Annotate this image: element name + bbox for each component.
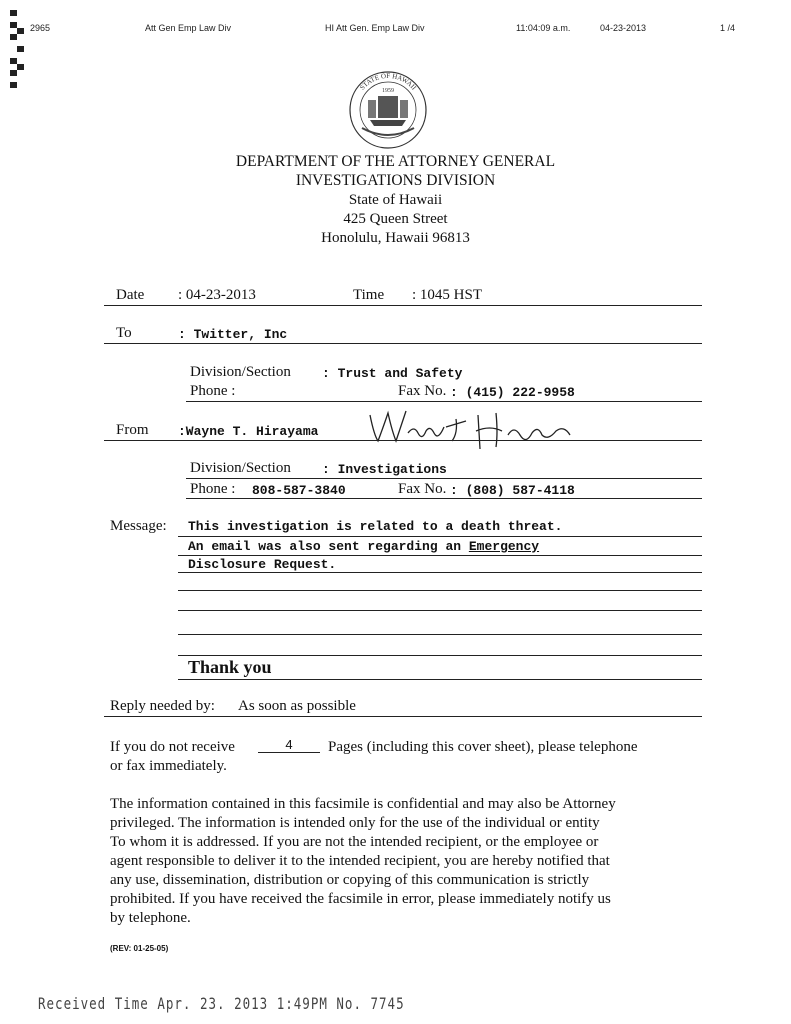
from-value: :Wayne T. Hirayama	[178, 424, 319, 439]
fax-header-dept: HI Att Gen. Emp Law Div	[325, 23, 425, 33]
to-division-value: : Trust and Safety	[322, 366, 463, 381]
to-label: To	[116, 325, 132, 341]
time-label: Time	[353, 287, 385, 303]
from-division-value: : Investigations	[322, 462, 447, 477]
message-blank-line-4	[178, 655, 702, 656]
to-phone-label: Phone :	[190, 383, 236, 399]
from-underline	[104, 440, 702, 441]
pages-notice-after: Pages (including this cover sheet), please telephone	[328, 739, 638, 755]
thank-you-underline	[178, 679, 702, 680]
letterhead-street: 425 Queen Street	[343, 211, 448, 227]
confidentiality-line-4: agent responsible to deliver it to the intended recipient, you are hereby notified that	[110, 853, 610, 869]
pages-count: 4	[285, 737, 293, 752]
confidentiality-line-5: any use, dissemination, distribution or copying of this communication is strictly	[110, 872, 590, 888]
letterhead-city: Honolulu, Hawaii 96813	[321, 230, 470, 246]
letterhead-division: INVESTIGATIONS DIVISION	[295, 172, 496, 189]
from-fax-value: : (808) 587-4118	[450, 483, 575, 498]
thank-you: Thank you	[188, 657, 272, 677]
fax-header-id: 2965	[30, 23, 51, 33]
seal-year: 1959	[382, 88, 394, 94]
to-fax-value: : (415) 222-9958	[450, 385, 575, 400]
message-line-3: Disclosure Request.	[188, 557, 337, 572]
to-fax-label: Fax No.	[398, 383, 447, 399]
confidentiality-line-6: prohibited. If you have received the facsimile in error, please immediately notify us	[110, 891, 611, 907]
fax-header-date: 04-23-2013	[600, 23, 647, 33]
date-label: Date	[116, 287, 145, 303]
date-underline	[104, 305, 702, 306]
message-blank-line-3	[178, 634, 702, 635]
confidentiality-line-3: To whom it is addressed. If you are not the intended recipient, or the employee or	[110, 834, 599, 850]
from-phone-label: Phone :	[190, 481, 236, 497]
message-underline-2	[178, 555, 702, 556]
fax-control-marks	[10, 10, 24, 88]
from-label: From	[116, 422, 149, 438]
signature-image	[366, 405, 596, 453]
fax-header-page: 1 /4	[720, 23, 736, 33]
letterhead-department: DEPARTMENT OF THE ATTORNEY GENERAL	[235, 153, 556, 170]
state-seal-icon	[340, 70, 436, 150]
from-fax-underline	[186, 498, 702, 499]
reply-value: As soon as possible	[238, 698, 356, 714]
message-line-2: An email was also sent regarding an Emergency	[188, 539, 540, 554]
seal-text: STATE OF HAWAII	[358, 71, 418, 92]
confidentiality-line-1: The information contained in this facsimile is confidential and may also be Attorney	[110, 796, 616, 812]
to-fax-underline	[186, 401, 702, 402]
pages-notice-before: If you do not receive	[110, 739, 235, 755]
to-value: : Twitter, Inc	[178, 327, 288, 342]
time-value: : 1045 HST	[412, 287, 483, 303]
to-division-label: Division/Section	[190, 364, 291, 380]
message-line-1: This investigation is related to a death threat.	[188, 519, 563, 534]
reply-label: Reply needed by:	[110, 698, 215, 714]
received-time-stamp: Received Time Apr. 23. 2013 1:49PM No. 7745	[38, 994, 405, 1013]
reply-underline	[104, 716, 702, 717]
fax-header-time: 11:04:09 a.m.	[516, 23, 571, 33]
letterhead-state: State of Hawaii	[348, 192, 443, 208]
pages-notice-line-2: or fax immediately.	[110, 758, 227, 774]
pages-count-underline	[258, 752, 320, 753]
to-underline	[104, 343, 702, 344]
message-underline-1	[178, 536, 702, 537]
fax-header-sender: Att Gen Emp Law Div	[145, 23, 232, 33]
message-blank-line-1	[178, 590, 702, 591]
from-fax-label: Fax No.	[398, 481, 447, 497]
from-division-underline	[186, 478, 702, 479]
confidentiality-line-7: by telephone.	[110, 910, 191, 926]
date-value: : 04-23-2013	[178, 287, 256, 303]
from-phone-value: 808-587-3840	[252, 483, 346, 498]
revision-code: (REV: 01-25-05)	[110, 944, 169, 953]
message-label: Message:	[110, 518, 167, 534]
message-underline-3	[178, 572, 702, 573]
from-division-label: Division/Section	[190, 460, 291, 476]
confidentiality-line-2: privileged. The information is intended only for the use of the individual or entity	[110, 815, 600, 831]
message-blank-line-2	[178, 610, 702, 611]
